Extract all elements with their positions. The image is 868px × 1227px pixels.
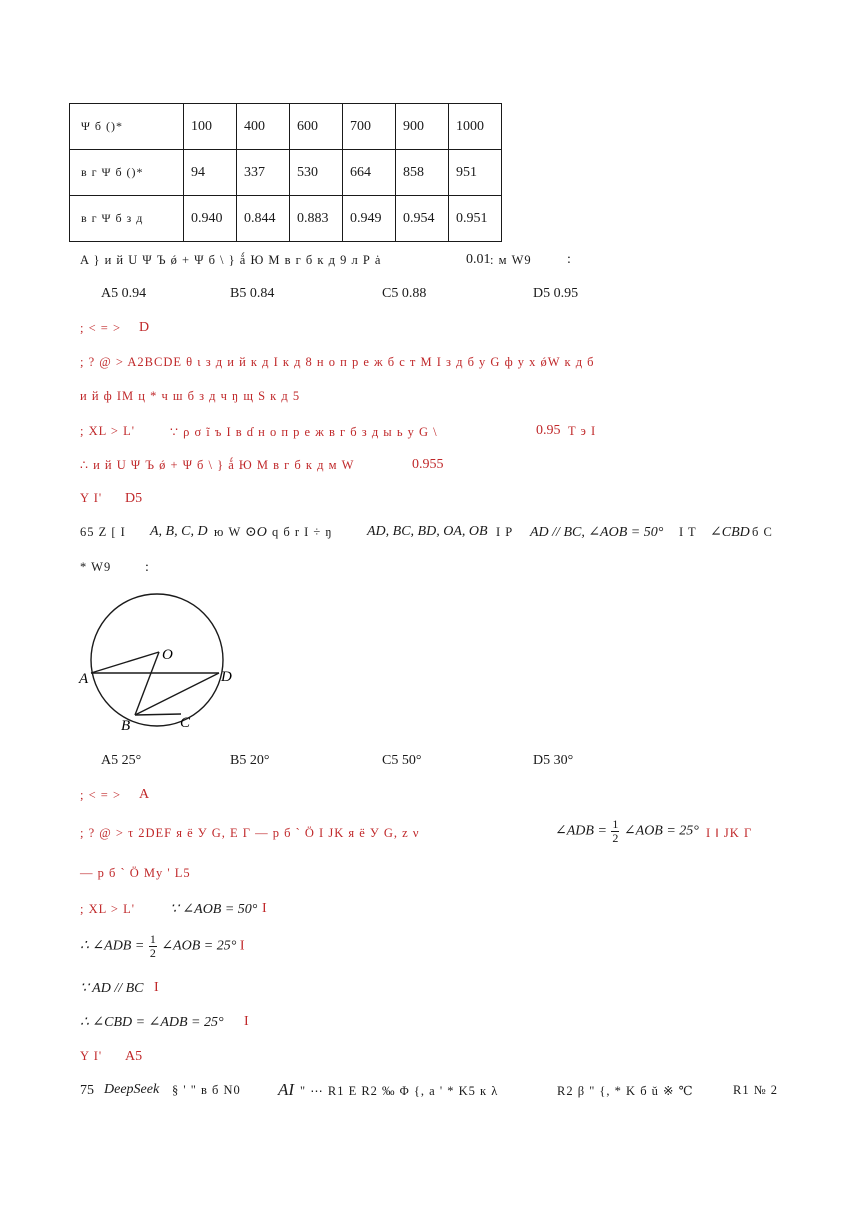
table-row xyxy=(70,104,502,150)
step2-right: ∠AOB = 25° xyxy=(161,938,237,954)
q7-ai: AI xyxy=(278,1080,295,1099)
circle-o xyxy=(91,594,223,726)
q6-text-4: I T xyxy=(679,525,697,539)
q7-number: 75 xyxy=(80,1083,94,1098)
fraction-denominator: 2 xyxy=(612,831,619,845)
q4-option-c: C5 0.88 xyxy=(382,286,427,301)
q4-analysis-line1: ; ? @ > A2BCDE θ ι з д и й к д I к д 8 н о п р е ж б с т М I з д б у G ф у х ǿW к д б xyxy=(80,355,595,369)
q6-step1: ∵ ∠AOB = 50° xyxy=(170,902,258,917)
q6-option-c: C5 50° xyxy=(382,753,422,768)
table-cell: 700 xyxy=(343,104,396,150)
table-cell: 530 xyxy=(290,150,343,196)
q6-step2-sep: I xyxy=(239,938,245,954)
q4-answer: D xyxy=(139,320,150,335)
q6-text-2: q б r I ÷ ŋ xyxy=(272,525,333,539)
table-cell: 1000 xyxy=(449,104,502,150)
table-row xyxy=(70,196,502,242)
q4-stem-end: : xyxy=(567,252,571,267)
table-cell: 858 xyxy=(396,150,449,196)
label-d: D xyxy=(221,669,232,685)
table-cell: 951 xyxy=(449,150,502,196)
q7-text-3: R2 β " {, * K б ǔ ※ ℃ xyxy=(557,1084,694,1098)
q7-text-2: " ⋯ R1 Е R2 ‰ Φ {, a ' * K5 к λ xyxy=(300,1084,499,1098)
q6-number: 65 Z [ I xyxy=(80,525,126,539)
q6-answer: A xyxy=(139,787,150,802)
segment-bd xyxy=(135,673,219,715)
table-cell: 94 xyxy=(184,150,237,196)
q4-stem: A } и й U Ψ Ъ ǿ + Ψ б \ } ǻ Ю М в г б к д 9 л Р ȧ xyxy=(80,253,382,267)
table-row xyxy=(70,150,502,196)
q6-circle: ⊙O xyxy=(245,525,267,540)
q6-line2: * W9 xyxy=(80,560,112,574)
table-cell: 0.949 xyxy=(343,196,396,242)
fraction-numerator: 1 xyxy=(149,932,156,946)
q6-option-a: A5 25° xyxy=(101,753,142,768)
label-c: C xyxy=(180,715,191,731)
q6-points: A, B, C, D xyxy=(150,524,208,539)
q4-therefore: ∴ и й U Ψ Ъ ǿ + Ψ б \ } ǻ Ю М в г б к д м W xyxy=(80,458,355,472)
q6-text-1: ю W xyxy=(214,525,242,539)
frequency-table xyxy=(69,103,502,242)
q6-step3: ∵ AD // BC xyxy=(80,981,144,996)
label-a: A xyxy=(79,671,89,687)
table-cell: 100 xyxy=(184,104,237,150)
table-cell: 337 xyxy=(237,150,290,196)
q6-given: AD // BC, ∠AOB = 50° xyxy=(530,525,664,540)
q6-choose-label: Y I' xyxy=(80,1049,103,1063)
q4-therefore-value: 0.955 xyxy=(412,457,444,472)
table-cell: 600 xyxy=(290,104,343,150)
q7-text-4: R1 № 2 xyxy=(733,1083,779,1097)
q6-line2-end: : xyxy=(145,560,149,575)
q6-segments: AD, BC, BD, OA, OB xyxy=(367,524,488,539)
segment-bc xyxy=(135,714,181,715)
q7-text-1: § ' " в б N0 xyxy=(172,1083,241,1097)
segment-oa xyxy=(91,652,159,673)
q6-target: ∠CBD xyxy=(710,525,750,540)
fraction-numerator: 1 xyxy=(612,817,619,831)
q6-analysis-tail: I ‖ JK Г xyxy=(706,826,753,840)
q4-option-d: D5 0.95 xyxy=(533,286,579,301)
table-cell: 0.844 xyxy=(237,196,290,242)
q4-stem-tail: : м W9 xyxy=(490,253,532,267)
q6-step1-sep: I xyxy=(262,901,267,916)
fraction-half xyxy=(611,818,619,845)
table-cell: 900 xyxy=(396,104,449,150)
table-cell: 664 xyxy=(343,150,396,196)
q4-detail-value: 0.95 xyxy=(536,423,561,438)
q6-step2 xyxy=(80,933,244,960)
table-cell: 0.940 xyxy=(184,196,237,242)
q6-analysis-line2: — р б ` Ӧ My ' L5 xyxy=(80,866,191,880)
table-row-header: Ψ б ()* xyxy=(70,104,184,150)
q6-step3-sep: I xyxy=(154,980,159,995)
q6-text-5: б C xyxy=(752,525,773,539)
table-cell: 0.954 xyxy=(396,196,449,242)
q6-detail-label: ; XL > L' xyxy=(80,902,135,916)
q4-choose-value: D5 xyxy=(125,491,143,506)
fraction-denominator: 2 xyxy=(149,946,156,960)
q4-option-a: A5 0.94 xyxy=(101,286,147,301)
q6-option-d: D5 30° xyxy=(533,753,574,768)
table-cell: 400 xyxy=(237,104,290,150)
q7-brand: DeepSeek xyxy=(104,1082,160,1097)
q4-analysis-line2: и й ф IM ц * ч ш б з д ч ŋ щ S к д 5 xyxy=(80,389,301,403)
q6-text-3: I P xyxy=(496,525,514,539)
q4-choose-label: Y I' xyxy=(80,491,103,505)
q6-step4: ∴ ∠CBD = ∠ADB = 25° xyxy=(80,1015,224,1030)
label-o: O xyxy=(162,647,173,663)
q4-answer-label: ; < = > xyxy=(80,321,121,335)
q6-analysis-formula xyxy=(555,818,699,845)
q4-detail-label: ; XL > L' xyxy=(80,424,135,438)
label-b: B xyxy=(121,718,131,734)
table-row-header: в г Ψ б з д xyxy=(70,196,184,242)
q6-answer-label: ; < = > xyxy=(80,788,121,802)
q4-stem-value: 0.01 xyxy=(466,252,491,267)
q6-choose-value: A5 xyxy=(125,1049,143,1064)
step2-left: ∴ ∠ADB = xyxy=(80,938,145,954)
q6-option-b: B5 20° xyxy=(230,753,270,768)
circle-geometry-figure xyxy=(70,590,250,735)
q6-step4-sep: I xyxy=(244,1014,249,1029)
q4-detail-text: ∵ ρ σ ĩ ъ I в ɗ н о п р е ж в г б з д ы ь у G \ xyxy=(170,425,438,439)
table-row-header: в г Ψ б ()* xyxy=(70,150,184,196)
table-cell: 0.951 xyxy=(449,196,502,242)
formula-right: ∠AOB = 25° xyxy=(623,823,699,839)
q4-option-b: B5 0.84 xyxy=(230,286,275,301)
fraction-half xyxy=(149,933,157,960)
table-cell: 0.883 xyxy=(290,196,343,242)
q4-detail-tail: T э I xyxy=(568,424,597,438)
q6-analysis-line1: ; ? @ > τ 2DEF я ё У G, Е Г — р б ` Ӧ I JK я ё У G, z ν xyxy=(80,826,420,840)
formula-left: ∠ADB = xyxy=(555,823,607,839)
